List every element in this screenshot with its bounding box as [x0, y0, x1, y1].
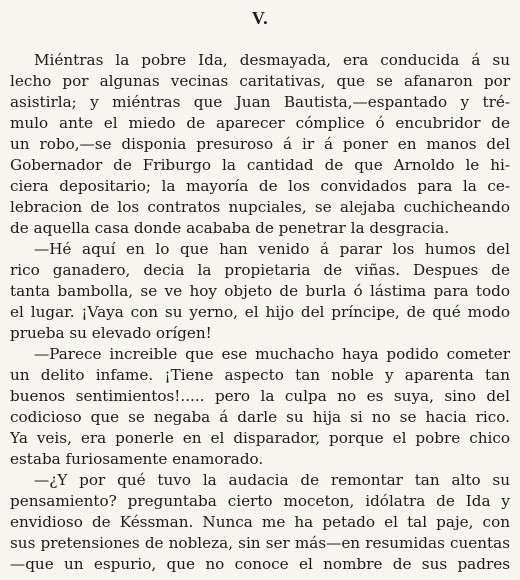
- text-line: prueba su elevado orígen!: [10, 324, 212, 342]
- text-line: ciera depositario; la mayoría de los convidados para la ce-: [10, 177, 510, 195]
- chapter-heading: V.: [251, 8, 269, 28]
- paragraph-4: [10, 470, 510, 575]
- text-line: tanta bambolla, se ve hoy objeto de burla ó lástima para todo: [10, 282, 510, 300]
- text-line: buenos sentimientos!..... pero la culpa no es suya, sino del: [10, 387, 510, 405]
- text-line: Ya veis, era ponerle en el disparador, porque el pobre chico: [10, 429, 510, 447]
- text-line: codicioso que se negaba á darle su hija si no se hacia rico.: [10, 408, 510, 426]
- paragraph-3: [10, 344, 510, 470]
- text-line: envidioso de Késsman. Nunca me ha petado el tal paje, con: [10, 513, 510, 531]
- text-line: lebracion de los contratos nupciales, se alejaba cuchicheando: [10, 198, 510, 216]
- text-line: un delito infame. ¡Tiene aspecto tan noble y aparenta tan: [10, 366, 510, 384]
- text-line: estaba furiosamente enamorado.: [10, 450, 264, 468]
- text-line: Gobernador de Friburgo la cantidad de que Arnoldo le hi-: [10, 156, 510, 174]
- text-line: pensamiento? preguntaba cierto moceton, idólatra de Ida y: [10, 492, 510, 510]
- paragraph-2: [10, 239, 510, 344]
- text-line: lecho por algunas vecinas caritativas, que se afanaron por: [10, 72, 510, 90]
- text-line: asistirla; y miéntras que Juan Bautista,—espantado y tré-: [10, 93, 510, 111]
- text-line: —Hé aquí en lo que han venido á parar los humos del: [34, 240, 510, 258]
- text-line: rico ganadero, decia la propietaria de viñas. Despues de: [10, 261, 510, 279]
- text-line: Miéntras la pobre Ida, desmayada, era conducida á su: [34, 51, 510, 69]
- text-line: el lugar. ¡Vaya con su yerno, el hijo del príncipe, de qué modo: [10, 303, 510, 321]
- text-line: —¿Y por qué tuvo la audacia de remontar tan alto su: [34, 471, 510, 489]
- text-line: sus pretensiones de nobleza, sin ser más—en resumidas cuentas: [10, 534, 510, 552]
- text-line: un robo,—se disponia presuroso á ir á poner en manos del: [10, 135, 510, 153]
- text-line: —que un espurio, que no conoce el nombre de sus padres: [10, 555, 510, 573]
- text-line: —Parece increible que ese muchacho haya podido cometer: [34, 345, 510, 363]
- text-line: mulo ante el miedo de aparecer cómplice ó encubridor de: [10, 114, 510, 132]
- text-line: de aquella casa donde acababa de penetrar la desgracia.: [10, 219, 450, 237]
- paragraph-1: [10, 50, 510, 239]
